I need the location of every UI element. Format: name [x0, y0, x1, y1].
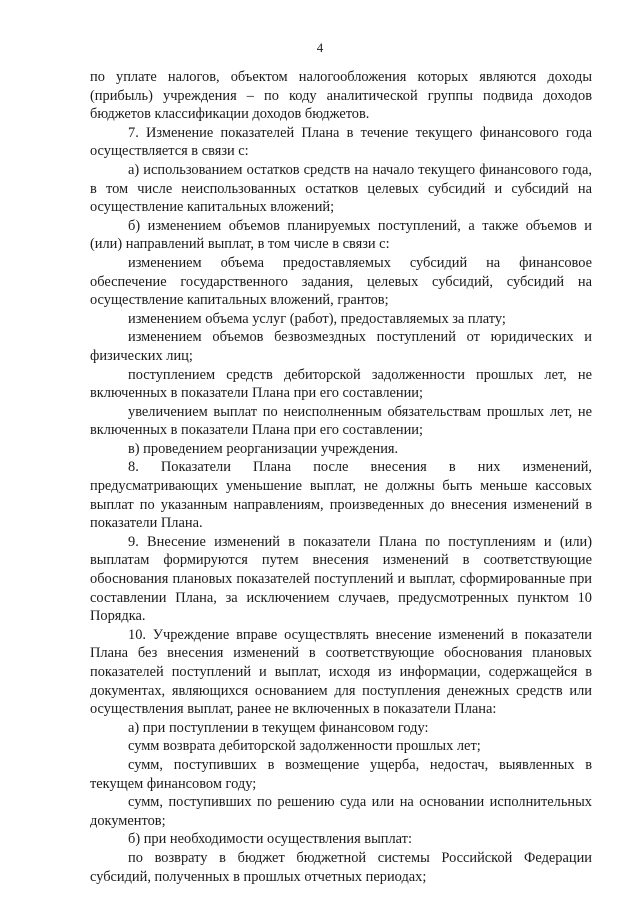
paragraph-services-change: изменением объема услуг (работ), предоставляемых за плату;	[128, 310, 506, 327]
paragraph-gratuitous-receipts: изменением объемов безвозмездных поступлений от юридических и физических лиц;	[90, 329, 592, 364]
paragraph-receivables-return: сумм возврата дебиторской задолженности прошлых лет;	[128, 738, 481, 755]
paragraph-item-10a: а) при поступлении в текущем финансовом году:	[128, 719, 429, 736]
page-number: 4	[316, 40, 324, 55]
paragraph-item-7v: в) проведением реорганизации учреждения.	[128, 440, 399, 457]
paragraph-item-10b: б) при необходимости осуществления выплат:	[128, 831, 412, 848]
paragraph-item-7b: б) изменением объемов планируемых поступлений, а также объемов и (или) направлений выплат, в том числе в связи с:	[90, 217, 592, 253]
paragraph-budget-return: по возврату в бюджет бюджетной системы Российской Федерации субсидий, полученных в прошлых отчетных периодах;	[90, 849, 592, 885]
document-body	[90, 68, 592, 886]
paragraph-item-7: 7. Изменение показателей Плана в течение текущего финансового года осуществляется в связи с:	[90, 124, 592, 160]
paragraph-damage-compensation: сумм, поступивших в возмещение ущерба, недостач, выявленных в текущем финансовом году;	[90, 756, 592, 792]
paragraph-receivables: поступлением средств дебиторской задолженности прошлых лет, не включенных в показатели Плана при его составлении;	[90, 366, 592, 402]
paragraph-tax-continuation: по уплате налогов, объектом налогообложения которых являются доходы (прибыль) учреждения – по коду аналитической группы подвида доходов бюджетов классификации доходов бюджетов.	[90, 69, 592, 123]
paragraph-subsidy-change: изменением объема предоставляемых субсидий на финансовое обеспечение государственного задания, целевых субсидий, субсидий на осуществление капитальных вложений, грантов;	[90, 254, 592, 309]
paragraph-item-9: 9. Внесение изменений в показатели Плана по поступлениям и (или) выплатам формируются путем внесения изменений в соответствующие обоснования плановых показателей поступлений и выплат, сформированные при составлении Плана, за исключением случаев, предусмотренных пунктом 10 Порядка.	[90, 533, 592, 625]
paragraph-court-decision: сумм, поступивших по решению суда или на основании исполнительных документов;	[90, 794, 592, 829]
paragraph-obligations: увеличением выплат по неисполненным обязательствам прошлых лет, не включенных в показатели Плана при его составлении;	[90, 403, 592, 439]
paragraph-item-8: 8. Показатели Плана после внесения в них изменений, предусматривающих уменьшение выплат, не должны быть меньше кассовых выплат по указанным направлениям, произведенных до внесения изменений в показатели Плана.	[90, 459, 592, 532]
paragraph-item-10: 10. Учреждение вправе осуществлять внесение изменений в показатели Плана без внесения изменений в соответствующие обоснования плановых показателей поступлений и выплат, исходя из информации, содержащейся в документах, являющихся основанием для поступления денежных средств или осуществления выплат, ранее не включенных в показатели Плана:	[90, 626, 592, 718]
paragraph-item-7a: а) использованием остатков средств на начало текущего финансового года, в том числе неиспользованных остатков целевых субсидий и субсидий на осуществление капитальных вложений;	[90, 161, 592, 216]
